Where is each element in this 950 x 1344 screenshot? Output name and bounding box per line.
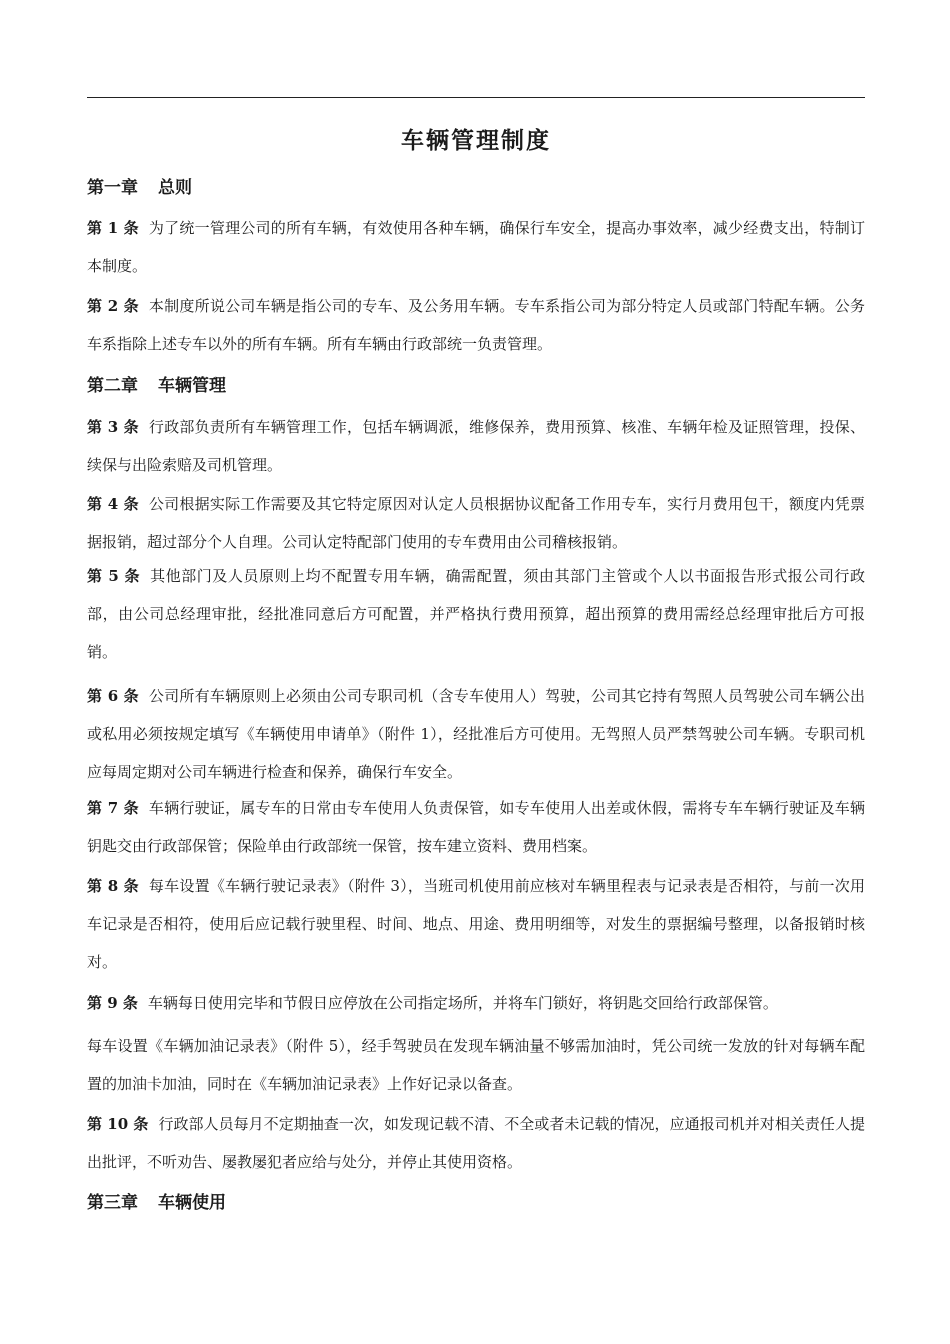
chapter-name: 车辆使用 bbox=[158, 1193, 226, 1213]
article-9 bbox=[87, 984, 865, 1022]
chapter-heading-1 bbox=[87, 176, 192, 200]
article-text: 车辆每日使用完毕和节假日应停放在公司指定场所，并将车门锁好，将钥匙交回给行政部保管。 bbox=[147, 994, 778, 1012]
article-10 bbox=[87, 1105, 865, 1181]
article-text: 车辆行驶证，属专车的日常由专车使用人负责保管，如专车使用人出差或休假，需将专车车辆行驶证及车辆钥匙交由行政部保管；保险单由行政部统一保管，按车建立资料、费用档案。 bbox=[87, 799, 865, 855]
chapter-label: 第一章 bbox=[87, 178, 138, 198]
article-number: 第 5 条 bbox=[87, 567, 141, 585]
article-number: 第 6 条 bbox=[87, 687, 139, 705]
article-number: 第 4 条 bbox=[87, 495, 139, 513]
article-text: 每车设置《车辆加油记录表》（附件 5），经手驾驶员在发现车辆油量不够需加油时，凭公司统一发放的针对每辆车配置的加油卡加油，同时在《车辆加油记录表》上作好记录以备查。 bbox=[87, 1037, 865, 1093]
article-number: 第 2 条 bbox=[87, 297, 139, 315]
article-text: 每车设置《车辆行驶记录表》（附件 3），当班司机使用前应核对车辆里程表与记录表是否相符，与前一次用车记录是否相符，使用后应记载行驶里程、时间、地点、用途、费用明细等，对发生的票据编号整理，以备报销时核对。 bbox=[87, 877, 865, 971]
header-rule bbox=[87, 97, 865, 98]
article-5 bbox=[87, 557, 865, 671]
article-text: 公司根据实际工作需要及其它特定原因对认定人员根据协议配备工作用专车，实行月费用包干，额度内凭票据报销，超过部分个人自理。公司认定特配部门使用的专车费用由公司稽核报销。 bbox=[87, 495, 865, 551]
article-text: 行政部人员每月不定期抽查一次，如发现记载不清、不全或者未记载的情况，应通报司机并对相关责任人提出批评，不听劝告、屡教屡犯者应给与处分，并停止其使用资格。 bbox=[87, 1115, 865, 1171]
article-text: 本制度所说公司车辆是指公司的专车、及公务用车辆。专车系指公司为部分特定人员或部门特配车辆。公务车系指除上述专车以外的所有车辆。所有车辆由行政部统一负责管理。 bbox=[87, 297, 865, 353]
article-number: 第 8 条 bbox=[87, 877, 139, 895]
article-number: 第 1 条 bbox=[87, 219, 139, 237]
article-number: 第 10 条 bbox=[87, 1115, 149, 1133]
article-4 bbox=[87, 485, 865, 561]
chapter-label: 第三章 bbox=[87, 1193, 138, 1213]
article-number: 第 7 条 bbox=[87, 799, 139, 817]
chapter-heading-2 bbox=[87, 374, 226, 398]
chapter-name: 车辆管理 bbox=[158, 376, 226, 396]
document-title: 车辆管理制度 bbox=[401, 127, 551, 154]
article-9-paragraph-2 bbox=[87, 1027, 865, 1103]
chapter-label: 第二章 bbox=[87, 376, 138, 396]
chapter-name: 总则 bbox=[158, 178, 192, 198]
article-8 bbox=[87, 867, 865, 981]
article-6 bbox=[87, 677, 865, 791]
article-3 bbox=[87, 408, 865, 484]
chapter-heading-3 bbox=[87, 1191, 226, 1215]
article-text: 为了统一管理公司的所有车辆，有效使用各种车辆，确保行车安全，提高办事效率，减少经费支出，特制订本制度。 bbox=[87, 219, 865, 275]
article-2 bbox=[87, 287, 865, 363]
article-number: 第 3 条 bbox=[87, 418, 139, 436]
article-number: 第 9 条 bbox=[87, 994, 138, 1012]
article-1 bbox=[87, 209, 865, 285]
article-text: 公司所有车辆原则上必须由公司专职司机（含专车使用人）驾驶，公司其它持有驾照人员驾驶公司车辆公出或私用必须按规定填写《车辆使用申请单》（附件 1），经批准后方可使用。无驾照人员严禁驾驶公司车辆。专职司机应每周定期对公司车辆进行检查和保养，确保行车安全。 bbox=[87, 687, 865, 781]
article-text: 行政部负责所有车辆管理工作，包括车辆调派，维修保养，费用预算、核准、车辆年检及证照管理，投保、续保与出险索赔及司机管理。 bbox=[87, 418, 865, 474]
article-text: 其他部门及人员原则上均不配置专用车辆，确需配置，须由其部门主管或个人以书面报告形式报公司行政部，由公司总经理审批，经批准同意后方可配置，并严格执行费用预算，超出预算的费用需经总经理审批后方可报销。 bbox=[87, 567, 865, 661]
article-7 bbox=[87, 789, 865, 865]
